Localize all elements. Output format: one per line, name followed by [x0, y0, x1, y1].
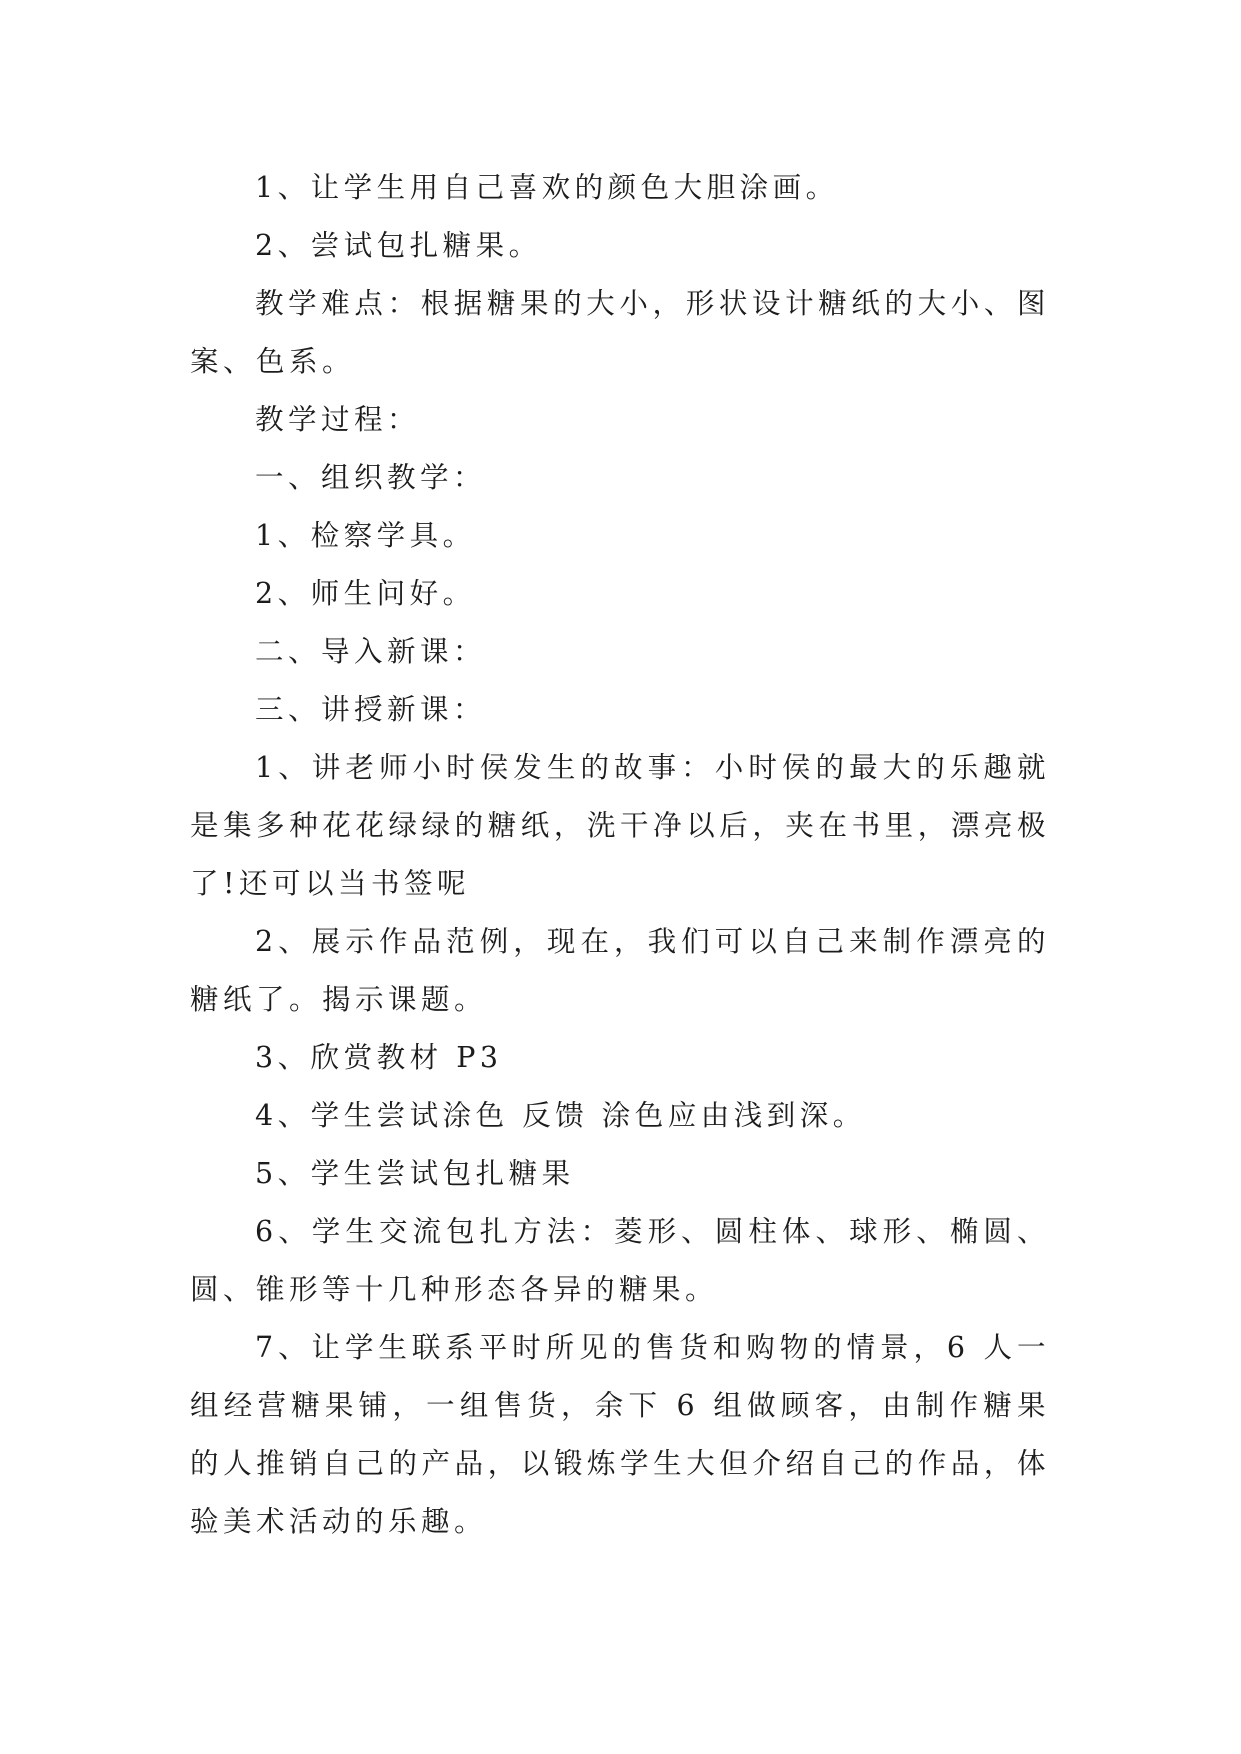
- paragraph-goal-1: 1、让学生用自己喜欢的颜色大胆涂画。: [255, 171, 839, 204]
- paragraph-teaching-difficulty: 教学难点：根据糖果的大小，形状设计糖纸的大小、图案、色系。: [190, 287, 1050, 378]
- paragraph-step-4: 4、学生尝试涂色 反馈 涂色应由浅到深。: [255, 1099, 866, 1132]
- paragraph-step-5: 5、学生尝试包扎糖果: [255, 1157, 575, 1190]
- paragraph-step-3: 3、欣赏教材 P3: [255, 1041, 503, 1074]
- heading-teaching-process: 教学过程：: [255, 403, 421, 436]
- heading-organize-teaching: 一、组织教学：: [255, 461, 487, 494]
- paragraph-greeting: 2、师生问好。: [255, 577, 476, 610]
- paragraph-goal-2: 2、尝试包扎糖果。: [255, 229, 542, 262]
- heading-introduce-lesson: 二、导入新课：: [255, 635, 487, 668]
- paragraph-step-6: 6、学生交流包扎方法：菱形、圆柱体、球形、椭圆、圆、锥形等十几种形态各异的糖果。: [190, 1215, 1050, 1306]
- paragraph-step-2: 2、展示作品范例，现在，我们可以自己来制作漂亮的糖纸了。揭示课题。: [190, 925, 1050, 1016]
- paragraph-step-1: 1、讲老师小时侯发生的故事：小时侯的最大的乐趣就是集多种花花绿绿的糖纸，洗干净以后，夹在书里，漂亮极了!还可以当书签呢: [190, 751, 1050, 900]
- paragraph-check-tools: 1、检察学具。: [255, 519, 476, 552]
- heading-teach-lesson: 三、讲授新课：: [255, 693, 487, 726]
- document-body: [190, 159, 1050, 1551]
- paragraph-step-7: 7、让学生联系平时所见的售货和购物的情景，6 人一组经营糖果铺，一组售货，余下 6 组做顾客，由制作糖果的人推销自己的产品，以锻炼学生大但介绍自己的作品，体验美术活动的乐趣。: [190, 1331, 1050, 1538]
